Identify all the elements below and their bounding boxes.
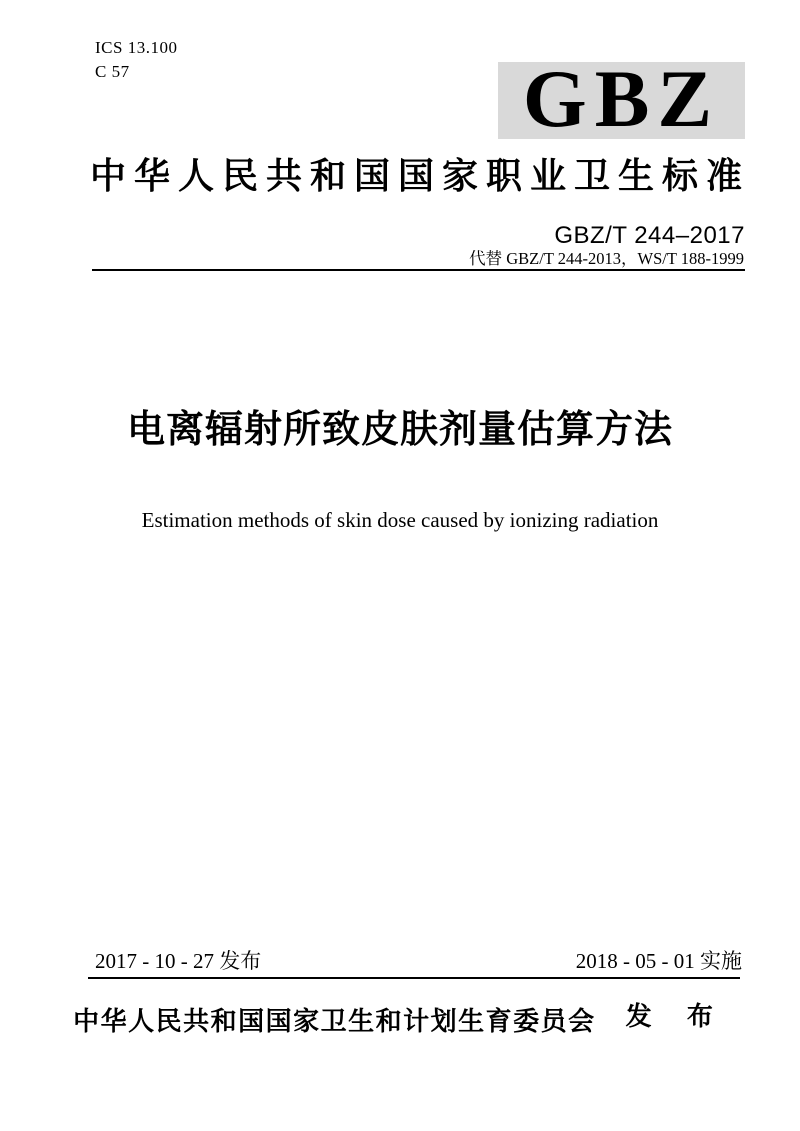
issuer-name: 中华人民共和国国家卫生和计划生育委员会 — [73, 1006, 596, 1036]
issue-date: 2017 - 10 - 27 发布 — [95, 949, 262, 973]
gbz-logo: GBZ — [498, 62, 745, 139]
ics-code: ICS 13.100 — [95, 38, 178, 57]
implement-date: 2018 - 05 - 01 实施 — [575, 949, 742, 973]
document-title-english: Estimation methods of skin dose caused by ionizing radiation — [141, 508, 659, 532]
dates-row — [95, 948, 742, 974]
standard-type-title: 中华人民共和国国家职业卫生标准 — [90, 155, 751, 196]
release-label: 发 布 — [625, 1001, 727, 1031]
ics-block — [95, 36, 177, 84]
header-rule — [92, 269, 745, 271]
standard-number: GBZ/T 244–2017 — [554, 222, 745, 249]
document-title-chinese: 电离辐射所致皮肤剂量估算方法 — [126, 409, 673, 451]
category-code: C 57 — [95, 62, 130, 81]
issuer-row — [0, 1001, 800, 1038]
footer-rule — [88, 977, 740, 979]
replaces-note: 代替 GBZ/T 244-2013，WS/T 188-1999 — [469, 249, 744, 268]
